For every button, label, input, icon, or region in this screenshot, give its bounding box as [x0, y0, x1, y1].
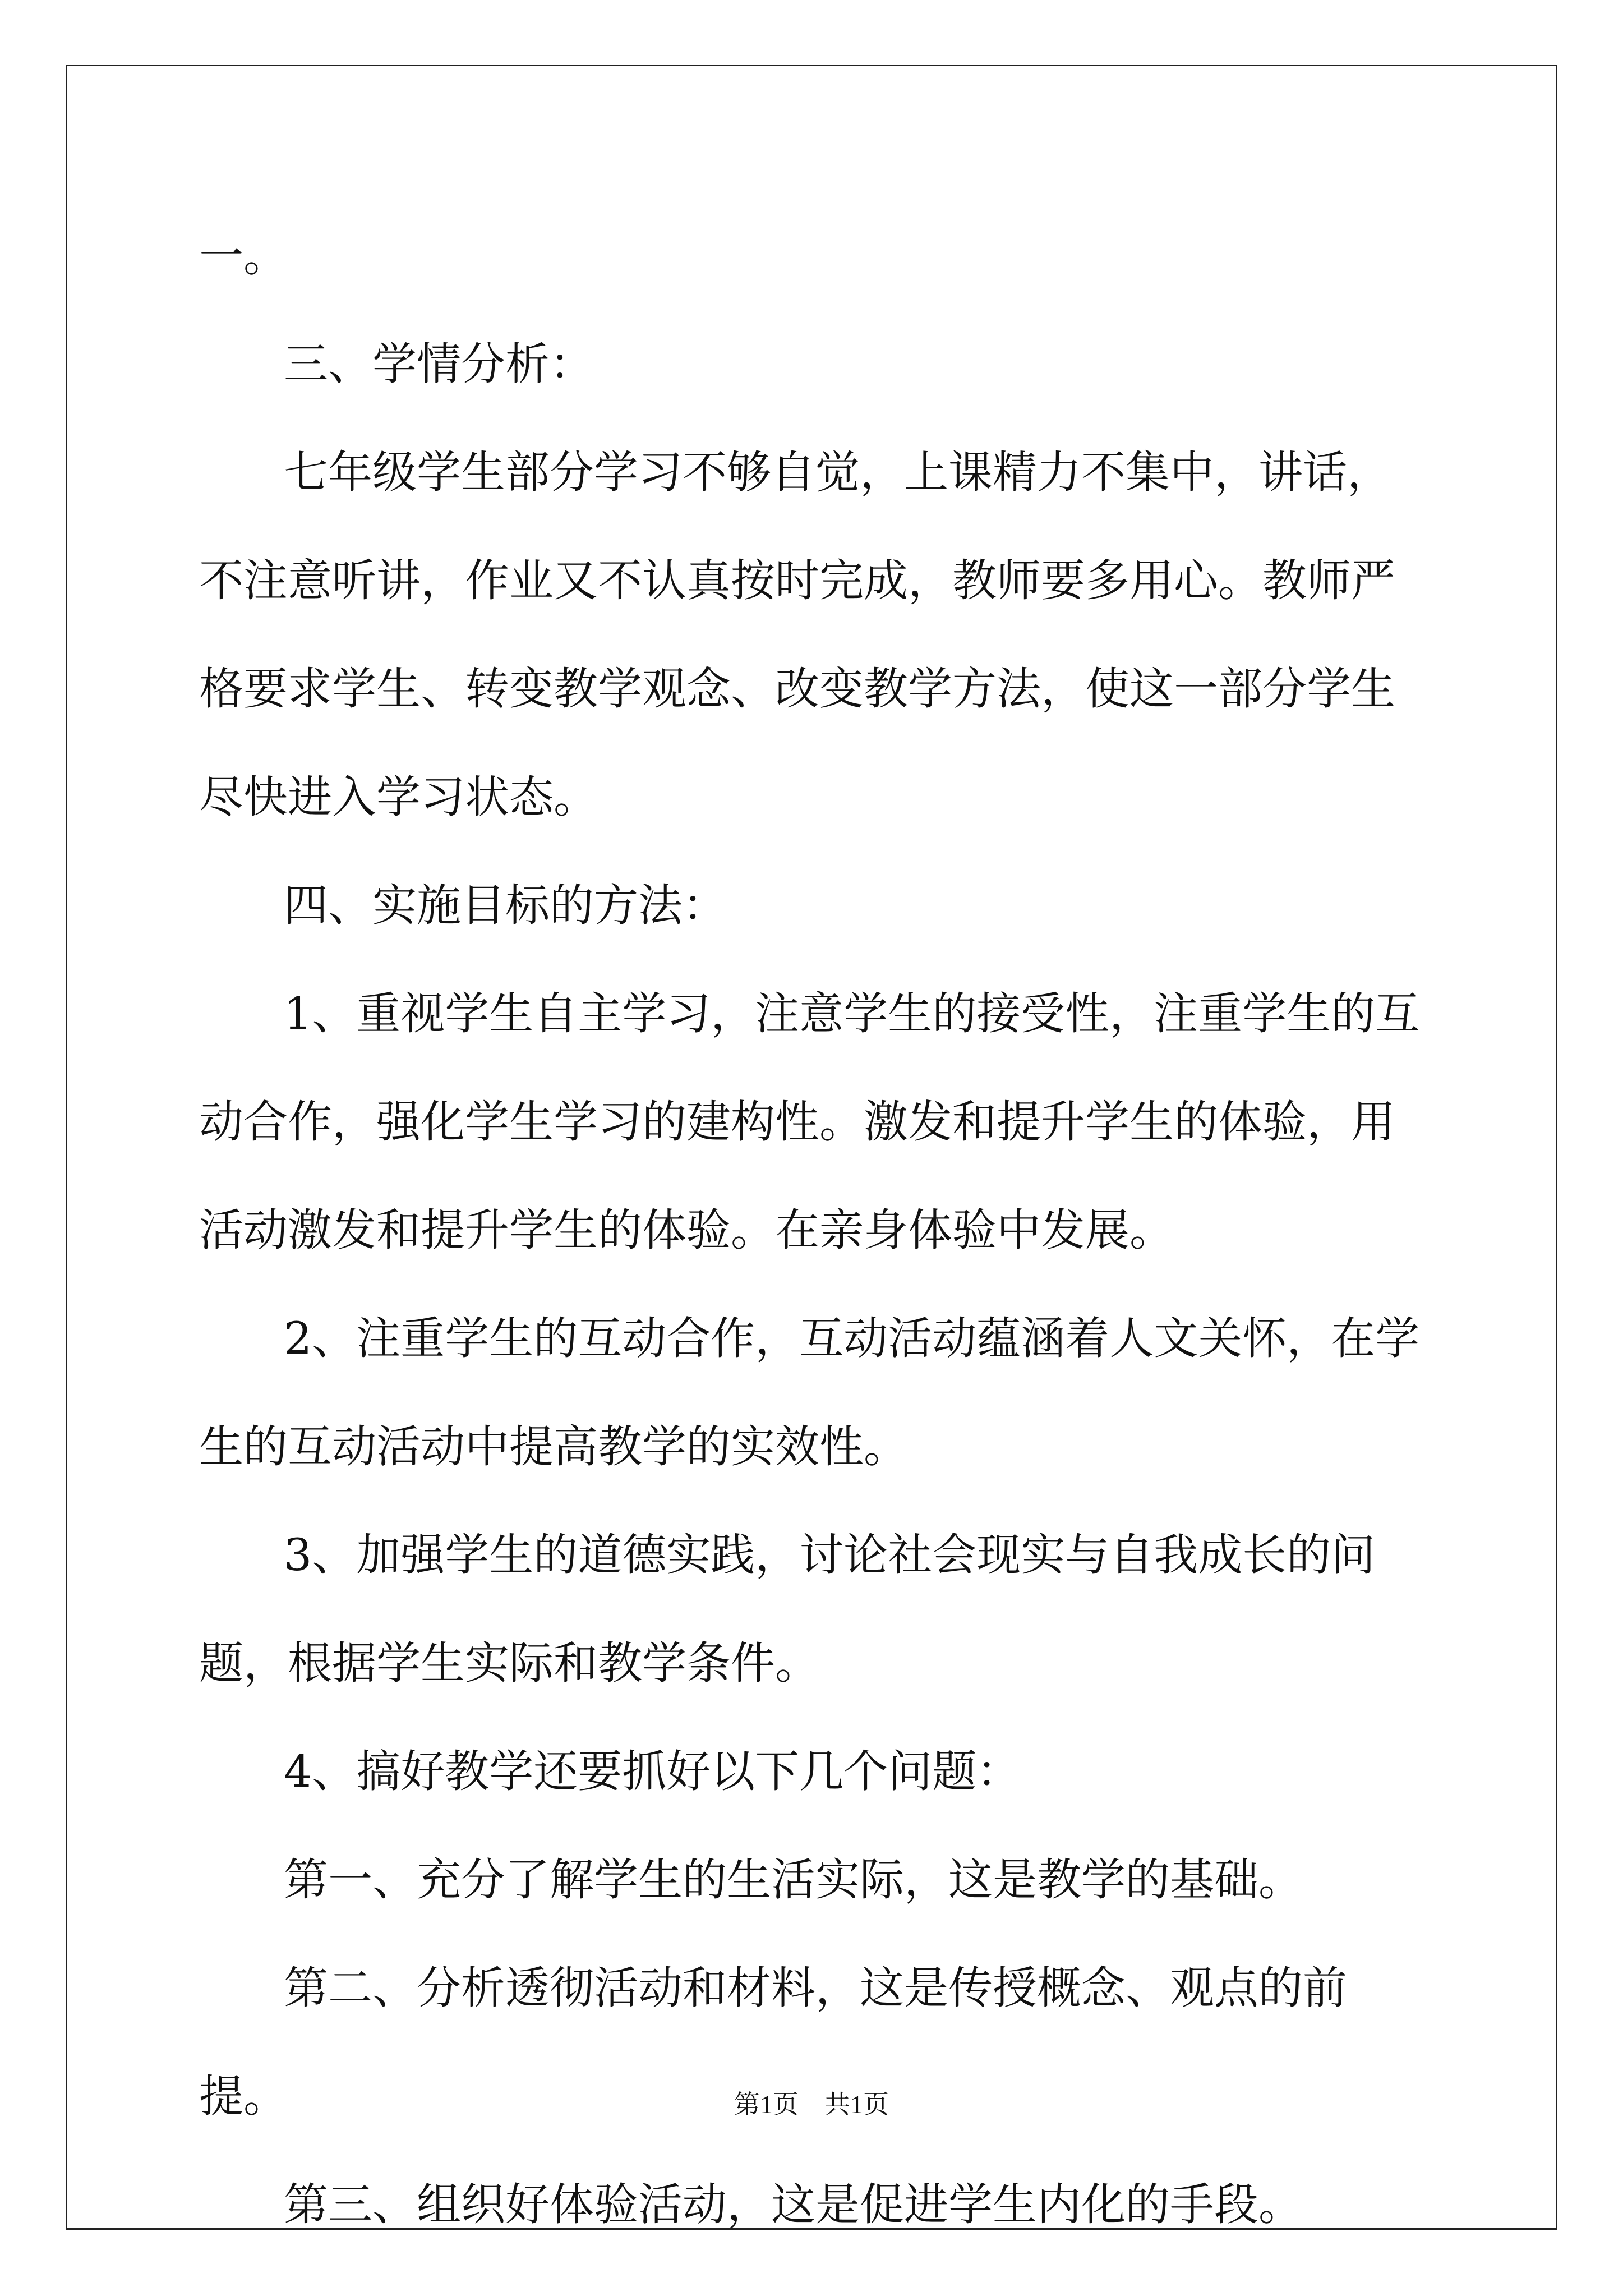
- paragraph-method-4: 4、搞好教学还要抓好以下几个问题：: [284, 1746, 1021, 1797]
- paragraph-point-2: 第二、分析透彻活动和材料，这是传授概念、观点的前提。: [199, 1962, 1347, 2122]
- heading-student-analysis: 三、学情分析：: [284, 338, 594, 390]
- page-number-footer: 第1页 共1页: [734, 2090, 889, 2119]
- paragraph-method-2: 2、注重学生的互动合作，互动活动蕴涵着人文关怀，在学生的互动活动中提高教学的实效性。: [199, 1313, 1420, 1473]
- paragraph-point-3: 第三、组织好体验活动，这是促进学生内化的手段。: [284, 2179, 1303, 2230]
- paragraph-point-1: 第一、充分了解学生的生活实际，这是教学的基础。: [284, 1854, 1303, 1906]
- document-body: [199, 202, 1433, 2259]
- paragraph-method-3: 3、加强学生的道德实践，讨论社会现实与自我成长的问题，根据学生实际和教学条件。: [199, 1529, 1376, 1689]
- paragraph-student-analysis: 七年级学生部分学习不够自觉，上课精力不集中，讲话，不注意听讲，作业又不认真按时完成，教师要多用心。教师严格要求学生、转变教学观念、改变教学方法，使这一部分学生尽快进入学习状态。: [199, 447, 1395, 823]
- heading-implementation-methods: 四、实施目标的方法：: [284, 880, 727, 931]
- paragraph-continuation: 一。: [199, 230, 288, 282]
- paragraph-method-1: 1、重视学生自主学习，注意学生的接受性，注重学生的互动合作，强化学生学习的建构性。激发和提升学生的体验，用活动激发和提升学生的体验。在亲身体验中发展。: [199, 988, 1420, 1256]
